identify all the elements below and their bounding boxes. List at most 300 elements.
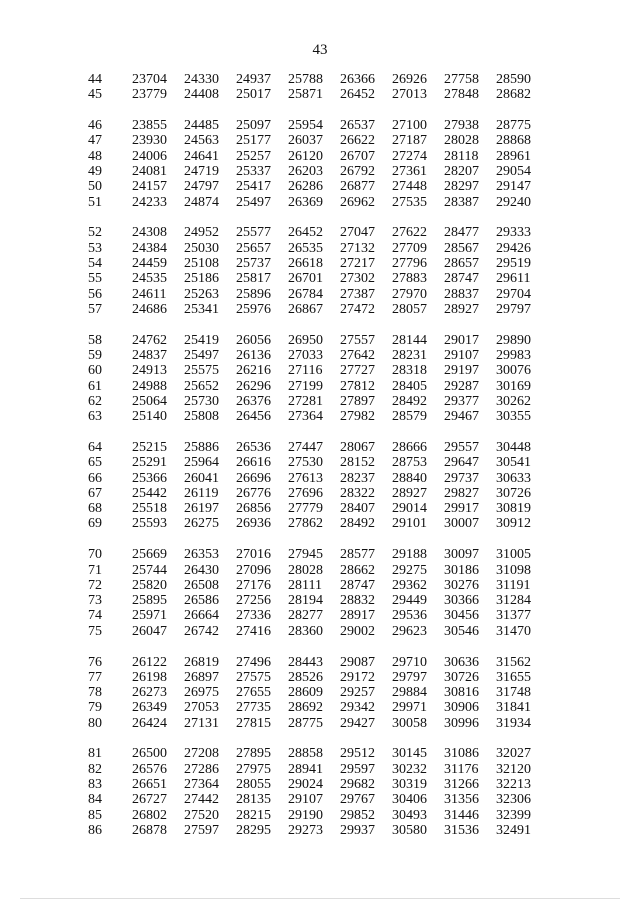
table-cell: 29427 <box>340 715 375 731</box>
table-cell: 29240 <box>496 194 531 210</box>
table-cell: 26296 <box>236 378 271 394</box>
table-cell: 29884 <box>392 685 427 701</box>
row-spacer <box>88 424 558 440</box>
table-row <box>88 823 558 838</box>
table-row <box>88 593 558 608</box>
table-cell: 31562 <box>496 654 531 670</box>
table-cell: 31086 <box>444 746 479 762</box>
table-cell: 29682 <box>340 777 375 793</box>
table-cell: 29147 <box>496 179 531 195</box>
table-cell: 27364 <box>184 777 219 793</box>
row-index: 79 <box>88 700 102 716</box>
table-cell: 26622 <box>340 133 375 149</box>
row-index: 83 <box>88 777 102 793</box>
table-cell: 28194 <box>288 593 323 609</box>
table-cell: 26349 <box>132 700 167 716</box>
table-cell: 23855 <box>132 118 167 134</box>
table-cell: 26618 <box>288 255 323 271</box>
table-cell: 27535 <box>392 194 427 210</box>
table-cell: 30580 <box>392 822 427 838</box>
table-cell: 27758 <box>444 72 479 87</box>
table-cell: 26897 <box>184 669 219 685</box>
row-index: 68 <box>88 501 102 517</box>
table-cell: 25954 <box>288 118 323 134</box>
row-index: 48 <box>88 148 102 164</box>
table-cell: 28577 <box>340 547 375 563</box>
table-cell: 29362 <box>392 577 427 593</box>
table-cell: 28567 <box>444 240 479 256</box>
table-cell: 24913 <box>132 363 167 379</box>
row-index: 82 <box>88 761 102 777</box>
table-cell: 29426 <box>496 240 531 256</box>
table-cell: 26950 <box>288 332 323 348</box>
table-cell: 31934 <box>496 715 531 731</box>
table-row <box>88 685 558 700</box>
table-cell: 24563 <box>184 133 219 149</box>
table-cell: 30007 <box>444 516 479 532</box>
table-cell: 27131 <box>184 715 219 731</box>
row-index: 81 <box>88 746 102 762</box>
table-cell: 24762 <box>132 332 167 348</box>
row-index: 65 <box>88 455 102 471</box>
table-cell: 27530 <box>288 455 323 471</box>
row-index: 55 <box>88 271 102 287</box>
table-row <box>88 379 558 394</box>
table-cell: 30262 <box>496 393 531 409</box>
table-cell: 29024 <box>288 777 323 793</box>
table-cell: 30636 <box>444 654 479 670</box>
table-cell: 30912 <box>496 516 531 532</box>
table-cell: 26275 <box>184 516 219 532</box>
table-cell: 26216 <box>236 363 271 379</box>
table-cell: 31356 <box>444 792 479 808</box>
table-cell: 25744 <box>132 562 167 578</box>
row-index: 70 <box>88 547 102 563</box>
table-cell: 26664 <box>184 608 219 624</box>
table-cell: 26616 <box>236 455 271 471</box>
table-cell: 27448 <box>392 179 427 195</box>
table-cell: 29449 <box>392 593 427 609</box>
table-cell: 24157 <box>132 179 167 195</box>
table-cell: 30546 <box>444 623 479 639</box>
table-cell: 25737 <box>236 255 271 271</box>
table-cell: 27116 <box>288 363 323 379</box>
table-cell: 28237 <box>340 470 375 486</box>
table-row <box>88 440 558 455</box>
table-cell: 26366 <box>340 72 375 87</box>
table-cell: 29704 <box>496 286 531 302</box>
row-index: 86 <box>88 822 102 838</box>
row-index: 47 <box>88 133 102 149</box>
table-row <box>88 516 558 531</box>
table-cell: 26586 <box>184 593 219 609</box>
table-cell: 27557 <box>340 332 375 348</box>
table-cell: 26856 <box>236 501 271 517</box>
table-cell: 28477 <box>444 225 479 241</box>
table-cell: 27895 <box>236 746 271 762</box>
table-cell: 25669 <box>132 547 167 563</box>
table-cell: 26047 <box>132 623 167 639</box>
row-spacer <box>88 103 558 119</box>
page-number: 43 <box>312 42 328 58</box>
table-cell: 32491 <box>496 822 531 838</box>
row-index: 77 <box>88 669 102 685</box>
table-cell: 28277 <box>288 608 323 624</box>
table-cell: 28579 <box>392 409 427 425</box>
table-cell: 25366 <box>132 470 167 486</box>
table-cell: 28868 <box>496 133 531 149</box>
table-cell: 31176 <box>444 761 479 777</box>
table-cell: 27387 <box>340 286 375 302</box>
table-cell: 28028 <box>444 133 479 149</box>
table-cell: 24408 <box>184 87 219 103</box>
table-cell: 27217 <box>340 255 375 271</box>
table-cell: 30406 <box>392 792 427 808</box>
table-row <box>88 455 558 470</box>
table-cell: 29710 <box>392 654 427 670</box>
table-row <box>88 333 558 348</box>
table-cell: 28492 <box>392 393 427 409</box>
table-cell: 27982 <box>340 409 375 425</box>
table-cell: 30906 <box>444 700 479 716</box>
table-row <box>88 87 558 102</box>
table-cell: 25341 <box>184 301 219 317</box>
table-cell: 27938 <box>444 118 479 134</box>
table-cell: 25896 <box>236 286 271 302</box>
table-row <box>88 578 558 593</box>
table-cell: 25518 <box>132 501 167 517</box>
table-cell: 26742 <box>184 623 219 639</box>
table-cell: 27096 <box>236 562 271 578</box>
table-cell: 30819 <box>496 501 531 517</box>
table-cell: 27796 <box>392 255 427 271</box>
table-cell: 25030 <box>184 240 219 256</box>
table-cell: 29273 <box>288 822 323 838</box>
table-cell: 29017 <box>444 332 479 348</box>
table-cell: 26353 <box>184 547 219 563</box>
table-cell: 28917 <box>340 608 375 624</box>
table-row <box>88 792 558 807</box>
table-cell: 29597 <box>340 761 375 777</box>
row-spacer <box>88 532 558 548</box>
table-cell: 24006 <box>132 148 167 164</box>
table-cell: 26802 <box>132 807 167 823</box>
table-cell: 27016 <box>236 547 271 563</box>
table-cell: 30058 <box>392 715 427 731</box>
table-cell: 24611 <box>132 286 167 302</box>
table-cell: 27735 <box>236 700 271 716</box>
table-cell: 26535 <box>288 240 323 256</box>
table-cell: 25497 <box>184 347 219 363</box>
table-cell: 26936 <box>236 516 271 532</box>
row-spacer <box>88 731 558 747</box>
row-index: 61 <box>88 378 102 394</box>
table-cell: 29190 <box>288 807 323 823</box>
table-row <box>88 547 558 562</box>
table-row <box>88 195 558 210</box>
table-cell: 27709 <box>392 240 427 256</box>
table-cell: 25788 <box>288 72 323 87</box>
table-cell: 24874 <box>184 194 219 210</box>
row-index: 50 <box>88 179 102 195</box>
table-row <box>88 777 558 792</box>
table-cell: 28407 <box>340 501 375 517</box>
table-row <box>88 363 558 378</box>
table-cell: 26962 <box>340 194 375 210</box>
table-cell: 25657 <box>236 240 271 256</box>
row-index: 63 <box>88 409 102 425</box>
row-index: 44 <box>88 72 102 87</box>
table-cell: 28662 <box>340 562 375 578</box>
table-cell: 28526 <box>288 669 323 685</box>
table-cell: 27655 <box>236 685 271 701</box>
table-cell: 28111 <box>288 577 322 593</box>
row-spacer <box>88 210 558 226</box>
table-cell: 29197 <box>444 363 479 379</box>
table-row <box>88 271 558 286</box>
table-cell: 26727 <box>132 792 167 808</box>
table-cell: 26119 <box>184 485 219 501</box>
table-cell: 30816 <box>444 685 479 701</box>
table-cell: 31841 <box>496 700 531 716</box>
table-cell: 28360 <box>288 623 323 639</box>
row-index: 57 <box>88 301 102 317</box>
table-cell: 27364 <box>288 409 323 425</box>
table-cell: 28657 <box>444 255 479 271</box>
table-cell: 28295 <box>236 822 271 838</box>
table-row <box>88 624 558 639</box>
table-cell: 30169 <box>496 378 531 394</box>
table-cell: 25575 <box>184 363 219 379</box>
row-index: 54 <box>88 255 102 271</box>
table-row <box>88 670 558 685</box>
table-row <box>88 149 558 164</box>
table-cell: 26508 <box>184 577 219 593</box>
table-cell: 26452 <box>340 87 375 103</box>
table-cell: 27622 <box>392 225 427 241</box>
table-cell: 27442 <box>184 792 219 808</box>
table-cell: 26136 <box>236 347 271 363</box>
table-cell: 29647 <box>444 455 479 471</box>
table-cell: 24641 <box>184 148 219 164</box>
table-row <box>88 409 558 424</box>
table-cell: 26701 <box>288 271 323 287</box>
table-row <box>88 287 558 302</box>
table-cell: 27281 <box>288 393 323 409</box>
row-index: 84 <box>88 792 102 808</box>
table-cell: 30276 <box>444 577 479 593</box>
table-row <box>88 256 558 271</box>
table-cell: 24459 <box>132 255 167 271</box>
table-cell: 28405 <box>392 378 427 394</box>
table-cell: 28207 <box>444 163 479 179</box>
table-cell: 23779 <box>132 87 167 103</box>
table-cell: 28682 <box>496 87 531 103</box>
table-cell: 31266 <box>444 777 479 793</box>
table-cell: 29172 <box>340 669 375 685</box>
table-row <box>88 394 558 409</box>
table-row <box>88 486 558 501</box>
table-cell: 29971 <box>392 700 427 716</box>
table-cell: 27496 <box>236 654 271 670</box>
table-cell: 28590 <box>496 72 531 87</box>
table-cell: 25886 <box>184 439 219 455</box>
table-cell: 29342 <box>340 700 375 716</box>
table-cell: 29275 <box>392 562 427 578</box>
table-cell: 27302 <box>340 271 375 287</box>
table-cell: 29377 <box>444 393 479 409</box>
table-cell: 27361 <box>392 163 427 179</box>
footer-divider <box>20 898 620 899</box>
table-cell: 29512 <box>340 746 375 762</box>
table-cell: 25652 <box>184 378 219 394</box>
table-cell: 24081 <box>132 163 167 179</box>
table-cell: 28322 <box>340 485 375 501</box>
table-cell: 26784 <box>288 286 323 302</box>
table-cell: 29623 <box>392 623 427 639</box>
table-cell: 27187 <box>392 133 427 149</box>
table-cell: 24952 <box>184 225 219 241</box>
table-cell: 32306 <box>496 792 531 808</box>
table-cell: 32120 <box>496 761 531 777</box>
table-cell: 27970 <box>392 286 427 302</box>
table-cell: 26500 <box>132 746 167 762</box>
table-cell: 26037 <box>288 133 323 149</box>
table-cell: 27520 <box>184 807 219 823</box>
table-cell: 28152 <box>340 455 375 471</box>
table-cell: 28666 <box>392 439 427 455</box>
table-cell: 25971 <box>132 608 167 624</box>
row-index: 76 <box>88 654 102 670</box>
table-row <box>88 762 558 777</box>
table-cell: 29737 <box>444 470 479 486</box>
table-cell: 30145 <box>392 746 427 762</box>
table-cell: 25820 <box>132 577 167 593</box>
table-cell: 26120 <box>288 148 323 164</box>
table-row <box>88 501 558 516</box>
table-cell: 24797 <box>184 179 219 195</box>
table-cell: 26197 <box>184 501 219 517</box>
row-index: 62 <box>88 393 102 409</box>
row-index: 71 <box>88 562 102 578</box>
table-cell: 28775 <box>496 118 531 134</box>
table-row <box>88 608 558 623</box>
table-cell: 30541 <box>496 455 531 471</box>
table-cell: 26792 <box>340 163 375 179</box>
table-cell: 28028 <box>288 562 323 578</box>
table-cell: 27053 <box>184 700 219 716</box>
table-cell: 26198 <box>132 669 167 685</box>
table-cell: 27883 <box>392 271 427 287</box>
table-cell: 25017 <box>236 87 271 103</box>
table-cell: 26286 <box>288 179 323 195</box>
table-cell: 28318 <box>392 363 427 379</box>
table-cell: 26776 <box>236 485 271 501</box>
table-cell: 30319 <box>392 777 427 793</box>
table-cell: 26376 <box>236 393 271 409</box>
table-cell: 28775 <box>288 715 323 731</box>
table-cell: 28747 <box>444 271 479 287</box>
table-cell: 30493 <box>392 807 427 823</box>
table-cell: 30996 <box>444 715 479 731</box>
table-cell: 27975 <box>236 761 271 777</box>
row-spacer <box>88 639 558 655</box>
table-cell: 29333 <box>496 225 531 241</box>
row-index: 58 <box>88 332 102 348</box>
table-cell: 29188 <box>392 547 427 563</box>
table-cell: 30232 <box>392 761 427 777</box>
table-cell: 28692 <box>288 700 323 716</box>
table-cell: 25730 <box>184 393 219 409</box>
table-cell: 29536 <box>392 608 427 624</box>
table-cell: 25177 <box>236 133 271 149</box>
table-cell: 27336 <box>236 608 271 624</box>
table-cell: 29917 <box>444 501 479 517</box>
table-cell: 32213 <box>496 777 531 793</box>
table-cell: 26537 <box>340 118 375 134</box>
table-cell: 25064 <box>132 393 167 409</box>
table-cell: 24686 <box>132 301 167 317</box>
row-index: 52 <box>88 225 102 241</box>
table-cell: 32027 <box>496 746 531 762</box>
table-cell: 29852 <box>340 807 375 823</box>
table-row <box>88 655 558 670</box>
table-cell: 27256 <box>236 593 271 609</box>
table-row <box>88 302 558 317</box>
row-spacer <box>88 317 558 333</box>
table-cell: 27848 <box>444 87 479 103</box>
table-cell: 28118 <box>444 148 479 164</box>
table-cell: 25808 <box>184 409 219 425</box>
table-cell: 25817 <box>236 271 271 287</box>
table-cell: 26203 <box>288 163 323 179</box>
table-cell: 28837 <box>444 286 479 302</box>
table-cell: 26651 <box>132 777 167 793</box>
table-cell: 27642 <box>340 347 375 363</box>
table-cell: 29107 <box>444 347 479 363</box>
table-cell: 28492 <box>340 516 375 532</box>
table-row <box>88 225 558 240</box>
table-cell: 28231 <box>392 347 427 363</box>
table-cell: 29557 <box>444 439 479 455</box>
row-index: 64 <box>88 439 102 455</box>
table-cell: 27815 <box>236 715 271 731</box>
row-index: 74 <box>88 608 102 624</box>
table-cell: 25964 <box>184 455 219 471</box>
table-cell: 27897 <box>340 393 375 409</box>
table-cell: 25419 <box>184 332 219 348</box>
row-index: 80 <box>88 715 102 731</box>
table-cell: 27286 <box>184 761 219 777</box>
table-row <box>88 471 558 486</box>
row-index: 45 <box>88 87 102 103</box>
values-table <box>88 72 558 838</box>
table-cell: 27779 <box>288 501 323 517</box>
table-cell: 31446 <box>444 807 479 823</box>
table-cell: 25097 <box>236 118 271 134</box>
row-index: 75 <box>88 623 102 639</box>
row-index: 73 <box>88 593 102 609</box>
table-cell: 29890 <box>496 332 531 348</box>
table-row <box>88 700 558 715</box>
table-cell: 31748 <box>496 685 531 701</box>
table-row <box>88 348 558 363</box>
table-cell: 30076 <box>496 363 531 379</box>
table-cell: 26877 <box>340 179 375 195</box>
table-cell: 31005 <box>496 547 531 563</box>
table-cell: 27945 <box>288 547 323 563</box>
table-cell: 27013 <box>392 87 427 103</box>
